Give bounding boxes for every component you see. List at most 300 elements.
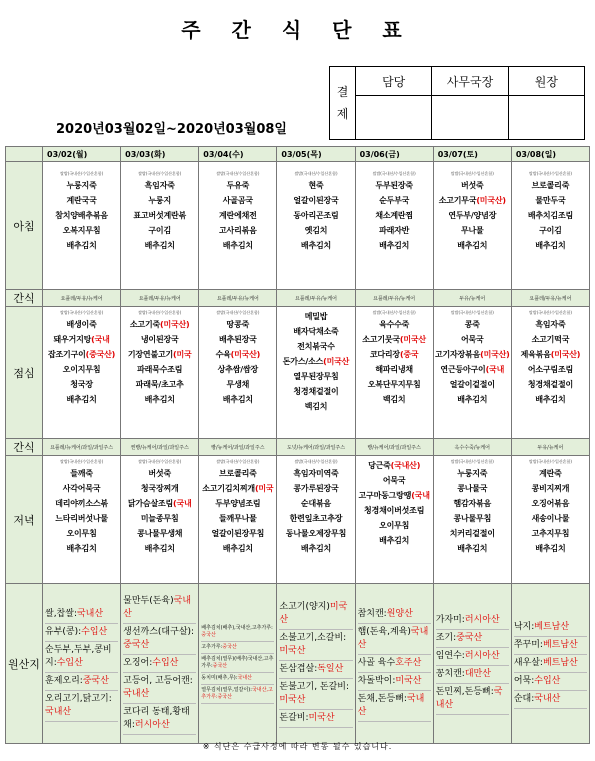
menu-item bbox=[43, 541, 120, 556]
menu-item-text: 제육볶음 bbox=[520, 350, 551, 359]
menu-item-text: 청국장찌개 bbox=[140, 484, 179, 493]
menu-item-text: 해파리냉채 bbox=[375, 365, 413, 374]
origin-entry bbox=[436, 684, 509, 715]
menu-item-text: 고구마동그랑땡 bbox=[358, 491, 412, 500]
origin-entry bbox=[358, 606, 431, 624]
menu-item bbox=[43, 362, 120, 377]
day-header: 03/03(화) bbox=[121, 147, 199, 162]
menu-item-text: 소고기떡국 bbox=[531, 335, 570, 344]
rice-note: 쌀밥(국내산/수입산혼합) bbox=[450, 310, 494, 315]
origin-cell bbox=[277, 584, 355, 744]
menu-item bbox=[199, 496, 276, 511]
menu-item-text: 흑임자죽 bbox=[535, 320, 566, 329]
menu-item-text: 전치볶국수 bbox=[297, 342, 335, 351]
day-header: 03/02(월) bbox=[43, 147, 121, 162]
menu-item-text: 물만두국 bbox=[535, 196, 566, 205]
origin-entry bbox=[436, 666, 509, 684]
menu-item bbox=[277, 208, 354, 223]
menu-item bbox=[43, 332, 120, 347]
menu-item bbox=[121, 526, 198, 541]
menu-item-text: 배추치김조림 bbox=[527, 211, 573, 220]
menu-item-text: 배추김치 bbox=[457, 395, 488, 404]
menu-item bbox=[199, 362, 276, 377]
menu-item bbox=[356, 238, 433, 253]
origin-entry bbox=[436, 648, 509, 666]
menu-item-text: 오이무침 bbox=[379, 521, 410, 530]
approval-signature-cell[interactable] bbox=[432, 96, 508, 140]
origin-cell bbox=[355, 584, 433, 744]
origin-country: 국내산,고추가루:중국산 bbox=[201, 687, 273, 700]
menu-item-text: 배추김치 bbox=[300, 544, 332, 553]
menu-item-text: 얼갈이된장무침 bbox=[211, 529, 265, 538]
origin-row bbox=[6, 584, 590, 744]
menu-item-text: 두부양념조림 bbox=[215, 499, 261, 508]
origin-entry bbox=[201, 642, 274, 654]
menu-item bbox=[43, 526, 120, 541]
origin-item: 쭈꾸미: bbox=[513, 639, 543, 650]
origin-item: 소불고기,소갈비: bbox=[279, 633, 347, 643]
origin-entry bbox=[123, 704, 196, 735]
menu-item bbox=[199, 193, 276, 208]
menu-item-text: 닭가슴살조림 bbox=[127, 499, 174, 508]
rice-note: 쌀밥(국내산/수입산혼합) bbox=[138, 310, 182, 315]
origin-entry bbox=[123, 593, 196, 624]
menu-item bbox=[121, 481, 198, 496]
section-origin: 원산지 bbox=[6, 584, 43, 744]
menu-item-text: 치커리겉절이 bbox=[449, 529, 495, 538]
menu-item bbox=[121, 496, 198, 511]
origin-entry bbox=[279, 679, 352, 710]
menu-item-text: 들깨죽 bbox=[70, 469, 93, 478]
day-header-row bbox=[6, 147, 590, 162]
origin-mark: (국내 bbox=[91, 335, 110, 344]
menu-item bbox=[199, 481, 276, 496]
rice-note: 쌀밥(국내산/수입산혼합) bbox=[138, 459, 182, 464]
origin-country: 독일산 bbox=[317, 664, 344, 674]
menu-item-text: 배추김치 bbox=[457, 544, 488, 553]
menu-item-text: 배추김치 bbox=[535, 241, 566, 250]
origin-item: 순두부,두부,콩비지: bbox=[45, 644, 112, 668]
menu-item-text: 콩나물무침 bbox=[453, 514, 492, 523]
menu-item bbox=[356, 503, 433, 518]
rice-note: 쌀밥(국내산/수입산혼합) bbox=[294, 171, 338, 176]
dinner-cell bbox=[433, 456, 511, 584]
menu-item bbox=[43, 238, 120, 253]
menu-item bbox=[277, 178, 354, 193]
menu-item-text: 배추김치 bbox=[144, 544, 175, 553]
menu-item bbox=[121, 511, 198, 526]
origin-country: 베트남산 bbox=[542, 639, 578, 650]
snack-cell: 요플레/두유/뉴케어 bbox=[277, 290, 355, 307]
origin-country: 중국산 bbox=[82, 675, 109, 686]
menu-item bbox=[512, 541, 589, 556]
menu-item bbox=[277, 511, 354, 526]
menu-item-text: 데리야끼소스볶 bbox=[55, 499, 108, 508]
rice-note: 쌀밥(국내산/수입산혼합) bbox=[216, 459, 260, 464]
menu-item bbox=[277, 399, 354, 414]
origin-mark: (미국산) bbox=[160, 320, 190, 329]
date-range: 2020년03월02일~2020년03월08일 bbox=[56, 122, 287, 137]
menu-item bbox=[277, 384, 354, 399]
menu-item-text: 브로콜리죽 bbox=[531, 181, 570, 190]
origin-country: 수입산 bbox=[534, 675, 561, 686]
menu-item-text: 소고기뭇국 bbox=[362, 335, 400, 344]
approval-signature-cell[interactable] bbox=[508, 96, 584, 140]
origin-item: 고추가루: bbox=[201, 644, 223, 650]
menu-item bbox=[199, 317, 276, 332]
origin-country: 러시아산 bbox=[464, 615, 500, 625]
menu-item bbox=[121, 392, 198, 407]
origin-entry bbox=[45, 673, 118, 691]
menu-item-text: 순두부국 bbox=[379, 196, 410, 205]
origin-item: 조기: bbox=[435, 633, 457, 643]
menu-item bbox=[434, 496, 511, 511]
dinner-cell bbox=[355, 456, 433, 584]
menu-item bbox=[434, 317, 511, 332]
origin-mark: (중국산) bbox=[85, 350, 116, 359]
menu-item-text: 누룽지죽 bbox=[66, 181, 97, 190]
origin-entry bbox=[279, 661, 352, 679]
menu-item bbox=[434, 238, 511, 253]
approval-gyeol: 결 bbox=[336, 85, 349, 99]
menu-item-text: 배추김치 bbox=[535, 395, 566, 404]
origin-country: 국내산 bbox=[357, 626, 429, 650]
origin-mark: (국내 bbox=[173, 499, 192, 508]
menu-item-text: 배자닥채소죽 bbox=[293, 327, 339, 336]
menu-item-text: 새송이나물 bbox=[531, 514, 570, 523]
breakfast-cell bbox=[277, 162, 355, 290]
origin-entry bbox=[514, 619, 587, 637]
origin-country: 러시아산 bbox=[134, 719, 170, 730]
origin-cell bbox=[433, 584, 511, 744]
snack-cell: 옥수수죽/뉴케어 bbox=[433, 439, 511, 456]
origin-entry bbox=[514, 673, 587, 691]
origin-mark: (미국 bbox=[254, 484, 274, 493]
menu-item bbox=[121, 377, 198, 392]
menu-item bbox=[277, 193, 354, 208]
origin-entry bbox=[436, 612, 509, 630]
snack-cell: 두유/뉴케어 bbox=[433, 290, 511, 307]
menu-item-text: 백김치 bbox=[304, 402, 328, 411]
menu-item bbox=[512, 466, 589, 481]
menu-item-text: 배생이죽 bbox=[66, 320, 97, 329]
menu-item bbox=[356, 488, 433, 503]
origin-entry bbox=[201, 623, 274, 642]
origin-country: 수입산 bbox=[81, 626, 108, 637]
menu-item-text: 브로콜리죽 bbox=[219, 469, 257, 478]
origin-item: 어묵: bbox=[513, 675, 535, 686]
origin-country: 원양산 bbox=[386, 608, 413, 619]
menu-item bbox=[121, 466, 198, 481]
menu-item bbox=[434, 541, 511, 556]
origin-mark: (미국산 bbox=[399, 335, 426, 344]
origin-country: 수입산 bbox=[152, 657, 179, 668]
corner-cell bbox=[6, 147, 43, 162]
origin-item: 꽁치캔: bbox=[435, 669, 465, 679]
breakfast-cell bbox=[511, 162, 589, 290]
menu-item-text: 한련잎초고추장 bbox=[289, 514, 343, 523]
origin-country: 베트남산 bbox=[542, 657, 578, 668]
origin-item: 동치미(배추,무): bbox=[201, 675, 238, 681]
origin-item: 유부(콩): bbox=[45, 626, 82, 637]
dinner-cell bbox=[277, 456, 355, 584]
menu-item-text: 코다리장 bbox=[369, 350, 400, 359]
menu-item bbox=[434, 481, 511, 496]
origin-entry bbox=[201, 673, 274, 685]
menu-item-text: 콩나물무생채 bbox=[137, 529, 183, 538]
day-header: 03/06(금) bbox=[355, 147, 433, 162]
menu-item-text: 소고기무국 bbox=[438, 196, 477, 205]
rice-note: 쌀밥(국내산/수입산혼합) bbox=[450, 171, 494, 176]
snack-cell: 요플레/두유/뉴케어 bbox=[43, 290, 121, 307]
breakfast-cell bbox=[121, 162, 199, 290]
menu-item-text: 무생채 bbox=[226, 380, 250, 389]
menu-item bbox=[43, 178, 120, 193]
menu-item bbox=[512, 238, 589, 253]
menu-item-text: 배추김치 bbox=[379, 536, 410, 545]
menu-item-text: 오복지무침 bbox=[62, 226, 101, 235]
rice-note: 쌀밥(국내산/수입산혼합) bbox=[528, 171, 572, 176]
menu-item bbox=[356, 178, 433, 193]
menu-item bbox=[512, 332, 589, 347]
menu-item-text: 배추김치 bbox=[222, 544, 253, 553]
menu-item-text: 콩비지찌개 bbox=[531, 484, 570, 493]
menu-item bbox=[199, 178, 276, 193]
menu-item bbox=[356, 347, 433, 362]
menu-item-text: 동아리곤조림 bbox=[293, 211, 339, 220]
menu-item bbox=[121, 541, 198, 556]
lunch-cell bbox=[511, 307, 589, 439]
lunch-cell bbox=[199, 307, 277, 439]
origin-mark: (미국산) bbox=[230, 350, 261, 359]
menu-item bbox=[356, 473, 433, 488]
menu-item-text: 흑임자죽 bbox=[144, 181, 175, 190]
origin-mark: (국내 bbox=[485, 365, 505, 374]
day-header: 03/07(토) bbox=[433, 147, 511, 162]
day-header: 03/04(수) bbox=[199, 147, 277, 162]
menu-item-text: 계란국국 bbox=[66, 196, 97, 205]
lunch-cell bbox=[355, 307, 433, 439]
menu-item-text: 소고기죽 bbox=[129, 320, 161, 329]
menu-item bbox=[277, 354, 354, 369]
menu-item bbox=[199, 377, 276, 392]
menu-item-text: 무나물 bbox=[460, 226, 484, 235]
menu-item-text: 수육 bbox=[215, 350, 231, 359]
menu-item-text: 돈가스/소스 bbox=[282, 357, 324, 366]
menu-item bbox=[43, 223, 120, 238]
menu-item bbox=[199, 541, 276, 556]
menu-item bbox=[43, 317, 120, 332]
section-snack1: 간식 bbox=[6, 290, 43, 307]
menu-item bbox=[512, 392, 589, 407]
origin-country: 국내산 bbox=[45, 706, 72, 717]
origin-item: 소고기(양지) bbox=[279, 602, 330, 612]
origin-item: 배추김치(배추),국내산,고추가루: bbox=[201, 625, 273, 631]
menu-item-text: 배추김치 bbox=[379, 241, 410, 250]
menu-item-text: 배추김치 bbox=[66, 395, 97, 404]
menu-item-text: 느타리버섯나물 bbox=[55, 514, 108, 523]
menu-item-text: 잡조기구이 bbox=[48, 350, 86, 359]
section-snack2: 간식 bbox=[6, 439, 43, 456]
menu-item bbox=[277, 466, 354, 481]
origin-item: 돈불고기, 돈갈비: bbox=[279, 682, 350, 692]
origin-country: 국내산 bbox=[534, 693, 561, 704]
menu-item bbox=[512, 481, 589, 496]
menu-item-text: 배추김치 bbox=[222, 241, 253, 250]
snack-cell: 빵/뉴케어/과일/과일주스 bbox=[199, 439, 277, 456]
origin-item: 코다리 동태,황태채: bbox=[123, 706, 190, 730]
menu-item bbox=[43, 392, 120, 407]
menu-item-text: 당근죽 bbox=[368, 461, 391, 470]
snack-cell: 요플레/두유/뉴케어 bbox=[511, 290, 589, 307]
menu-item bbox=[434, 332, 511, 347]
menu-item bbox=[277, 526, 354, 541]
origin-item: 오징어: bbox=[123, 657, 153, 668]
menu-item-text: 메밀밥 bbox=[304, 312, 328, 321]
section-lunch: 점심 bbox=[6, 307, 43, 439]
origin-item: 생선까스(대구살): bbox=[123, 626, 195, 637]
origin-country: 수입산 bbox=[56, 657, 83, 668]
menu-item-text: 구이김 bbox=[148, 226, 171, 235]
menu-item bbox=[277, 309, 354, 324]
origin-cell bbox=[121, 584, 199, 744]
menu-item-text: 배추김치 bbox=[535, 544, 566, 553]
menu-item bbox=[199, 223, 276, 238]
origin-item: 배추김치(열무)(배추)국내산,고추가루: bbox=[201, 656, 274, 669]
origin-country: 중국산 bbox=[222, 644, 237, 650]
menu-item bbox=[356, 317, 433, 332]
approval-je: 제 bbox=[336, 107, 349, 121]
dinner-row bbox=[6, 456, 590, 584]
menu-item bbox=[356, 223, 433, 238]
menu-item bbox=[434, 526, 511, 541]
snack-cell: 요플레/두유/뉴케어 bbox=[121, 290, 199, 307]
rice-note: 쌀밥(국내산/수입산혼합) bbox=[60, 459, 104, 464]
menu-item bbox=[434, 223, 511, 238]
origin-item: 순대: bbox=[513, 693, 535, 704]
menu-item bbox=[277, 481, 354, 496]
origin-entry bbox=[358, 691, 431, 722]
menu-item-text: 콩나물국 bbox=[457, 484, 488, 493]
snack-cell: 찐빵/뉴케어/과일/과일주스 bbox=[121, 439, 199, 456]
menu-item-text: 동나물오제장무침 bbox=[285, 529, 347, 538]
menu-item bbox=[512, 193, 589, 208]
menu-item-text: 오이무침 bbox=[66, 529, 97, 538]
menu-item-text: 땅콩죽 bbox=[226, 320, 250, 329]
origin-country: 국내산 bbox=[76, 608, 104, 619]
approval-signature-cell[interactable] bbox=[356, 96, 432, 140]
origin-country: 국내산 bbox=[237, 675, 252, 681]
origin-country: 국내산 bbox=[357, 693, 425, 717]
breakfast-row bbox=[6, 162, 590, 290]
origin-item: 낙지: bbox=[513, 621, 535, 632]
origin-country: 대만산 bbox=[464, 669, 491, 679]
origin-cell bbox=[511, 584, 589, 744]
menu-item-text: 계란에채전 bbox=[219, 211, 257, 220]
origin-mark: (미국 bbox=[173, 350, 192, 359]
menu-item bbox=[434, 362, 511, 377]
menu-item-text: 연근등아구이 bbox=[440, 365, 486, 374]
menu-item-text: 청경채겉절이 bbox=[293, 387, 339, 396]
footer-note: ※ 식단은 수급사정에 따라 변동 될수 있습니다. bbox=[202, 742, 393, 751]
menu-item bbox=[121, 332, 198, 347]
origin-item: 사골 육수 bbox=[357, 657, 396, 668]
origin-entry bbox=[201, 654, 274, 673]
menu-item bbox=[512, 223, 589, 238]
rice-note: 쌀밥(국내산/수입산혼합) bbox=[294, 459, 338, 464]
menu-item-text: 표고버섯계란볶 bbox=[133, 211, 187, 220]
snack-cell: 요플레/두유/뉴케어 bbox=[199, 290, 277, 307]
menu-item bbox=[199, 238, 276, 253]
rice-note: 쌀밥(국내산/수입산혼합) bbox=[60, 171, 104, 176]
menu-item-text: 사각어묵국 bbox=[62, 484, 101, 493]
menu-item-text: 연두부/양념장 bbox=[448, 211, 497, 220]
menu-item-text: 소고기김치찌개 bbox=[202, 484, 255, 493]
origin-entry bbox=[514, 655, 587, 673]
menu-item bbox=[434, 178, 511, 193]
menu-item-text: 오징어볶음 bbox=[531, 499, 570, 508]
origin-item: 차돌박이: bbox=[357, 675, 396, 686]
menu-item-text: 고기자장볶음 bbox=[434, 350, 481, 359]
menu-item bbox=[434, 347, 511, 362]
menu-item-text: 고추지무침 bbox=[531, 529, 570, 538]
origin-entry bbox=[279, 630, 352, 661]
menu-item bbox=[43, 496, 120, 511]
menu-item-text: 돼우거지탕 bbox=[53, 335, 92, 344]
breakfast-cell bbox=[433, 162, 511, 290]
menu-item-text: 어묵국 bbox=[460, 335, 484, 344]
menu-item bbox=[121, 238, 198, 253]
menu-item-text: 참치양배추볶음 bbox=[55, 211, 108, 220]
menu-item-text: 콩가루된장국 bbox=[293, 484, 339, 493]
menu-item-text: 누룽지 bbox=[148, 196, 171, 205]
origin-item: 돈민찌,돈등뼈: bbox=[435, 687, 494, 697]
origin-entry bbox=[201, 685, 274, 704]
snack-cell: 빵/뉴케어/과일/과일주스 bbox=[355, 439, 433, 456]
menu-item bbox=[512, 178, 589, 193]
menu-item-text: 파래묵/초고추 bbox=[135, 380, 184, 389]
menu-item bbox=[43, 377, 120, 392]
rice-note: 쌀밥(국내산/수입산혼합) bbox=[60, 310, 104, 315]
origin-mark: (미국산) bbox=[476, 196, 506, 205]
dinner-cell bbox=[121, 456, 199, 584]
menu-item bbox=[356, 362, 433, 377]
origin-country: 국내산 bbox=[123, 688, 150, 699]
origin-country: 중국산 bbox=[212, 663, 228, 669]
menu-item-text: 배추김치 bbox=[66, 544, 97, 553]
breakfast-cell bbox=[43, 162, 121, 290]
menu-item-text: 옛김치 bbox=[304, 226, 328, 235]
origin-item: 돈채,돈등뼈: bbox=[357, 693, 407, 704]
origin-cell bbox=[43, 584, 121, 744]
menu-item bbox=[512, 526, 589, 541]
menu-item-text: 두부된장죽 bbox=[375, 181, 413, 190]
menu-item-text: 상추쌈/쌈장 bbox=[217, 365, 259, 374]
origin-entry bbox=[436, 630, 509, 648]
snack-cell: 요플레/두유/뉴케어 bbox=[355, 290, 433, 307]
origin-item: 열무김치(열무,얼갈이): bbox=[201, 687, 252, 693]
menu-item bbox=[43, 511, 120, 526]
dinner-cell bbox=[511, 456, 589, 584]
origin-item: 오리고기,닭고기: bbox=[45, 693, 112, 704]
rice-note: 쌀밥(국내산/수입산혼합) bbox=[528, 310, 572, 315]
menu-item-text: 백김치 bbox=[382, 395, 406, 404]
menu-item bbox=[512, 362, 589, 377]
menu-item bbox=[199, 511, 276, 526]
origin-country: 미국산 bbox=[395, 675, 422, 686]
menu-item bbox=[356, 208, 433, 223]
rice-note: 쌀밥(국내산/수입산혼합) bbox=[216, 171, 260, 176]
